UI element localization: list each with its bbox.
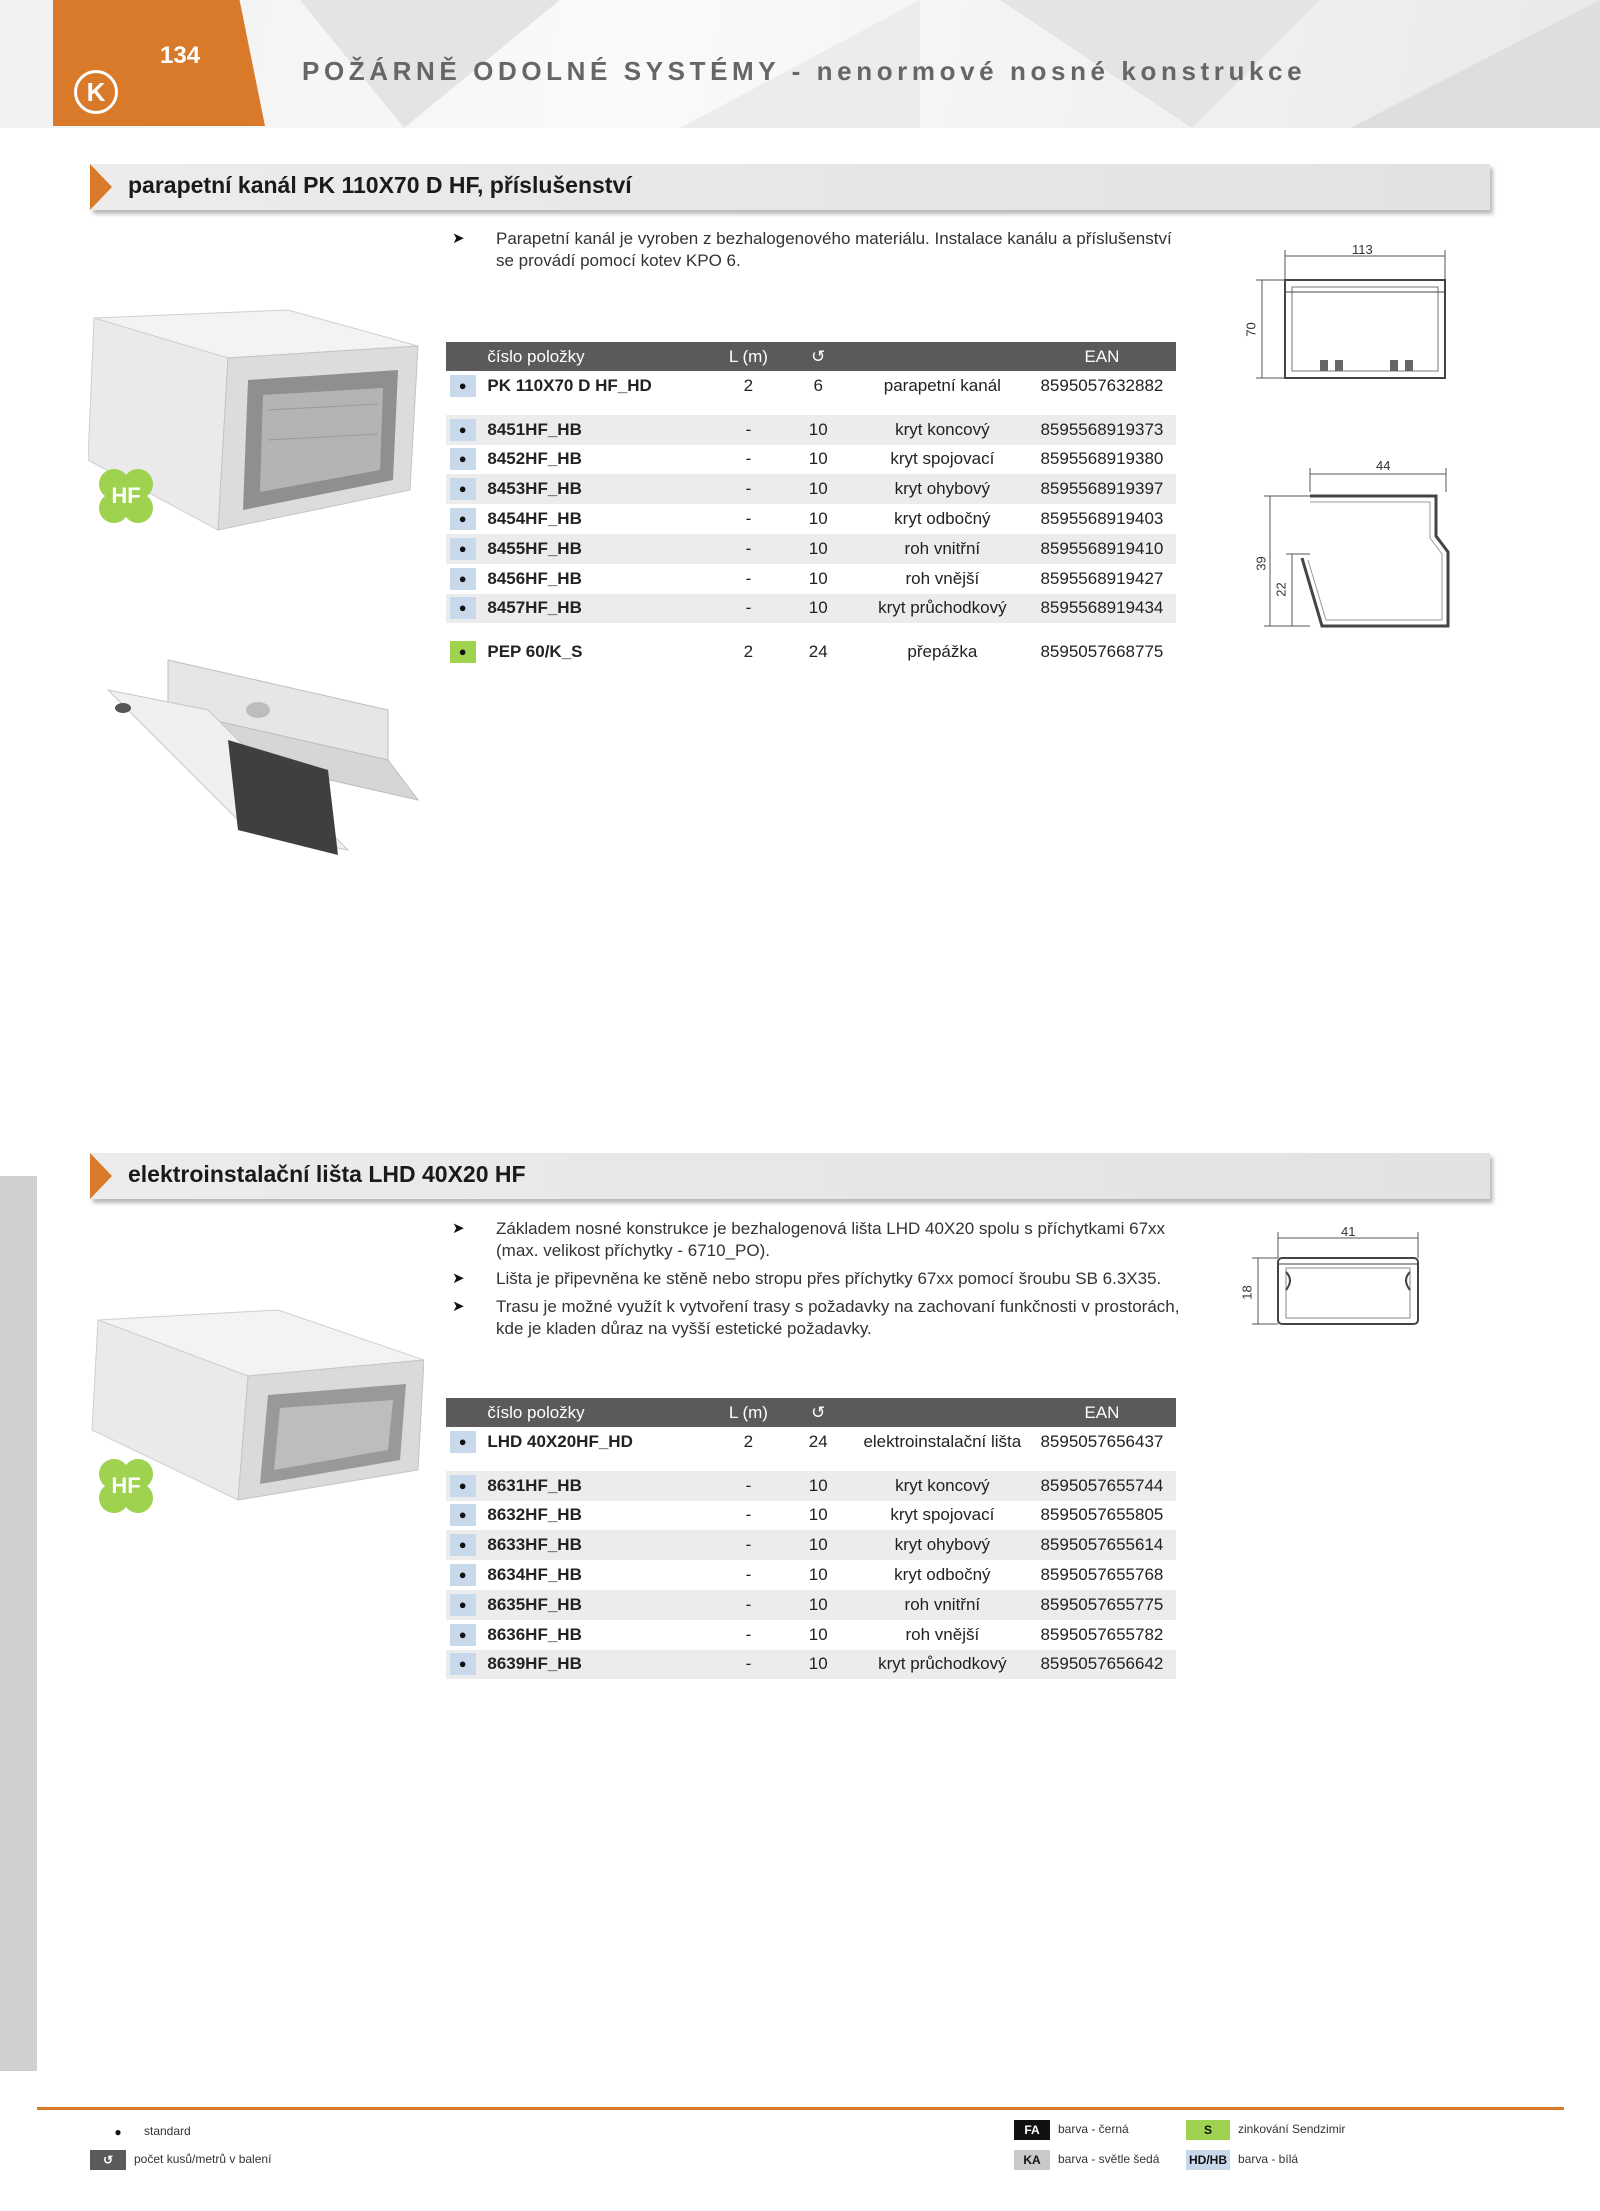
item-pack: 10 <box>780 534 857 564</box>
item-length: - <box>717 534 780 564</box>
item-description: kryt průchodkový <box>857 594 1028 624</box>
bullet-item <box>452 1296 1192 1340</box>
section-title: parapetní kanál PK 110X70 D HF, příslušenství <box>128 172 632 198</box>
bullet-text: Parapetní kanál je vyroben z bezhalogenového materiálu. Instalace kanálu a příslušenství se provádí pomocí kotev KPO 6. <box>496 229 1172 270</box>
item-pack: 10 <box>780 1471 857 1501</box>
item-ean: 8595568919434 <box>1028 594 1176 624</box>
dimension-height: 18 <box>1239 1285 1255 1300</box>
bullet-arrow-icon: ➤ <box>452 230 465 247</box>
legend-standard <box>100 2122 191 2142</box>
item-code: 8639HF_HB <box>479 1650 717 1680</box>
item-code: 8634HF_HB <box>487 1565 582 1585</box>
product-table <box>446 342 1176 667</box>
item-description: roh vnitřní <box>857 1590 1028 1620</box>
table-row <box>446 564 1176 594</box>
item-code: 8631HF_HB <box>479 1471 717 1501</box>
standard-marker: ● <box>450 1624 476 1646</box>
legend-text: standard <box>144 2124 191 2139</box>
item-length: - <box>745 449 752 469</box>
item-description: kryt koncový <box>857 1471 1028 1501</box>
bullet-text: Trasu je možné využít k vytvoření trasy s požadavky na zachovaní funkčnosti v prostorách, kde je kladen důraz na vyšší estetické požadavky. <box>496 1297 1180 1338</box>
section-bullets <box>452 228 1192 278</box>
dimension-height: 39 <box>1253 556 1269 571</box>
legend-text: barva - světle šedá <box>1058 2152 1160 2167</box>
table-row <box>446 445 1176 475</box>
column-header-length: L (m) <box>717 1398 780 1427</box>
column-header-length: L (m) <box>717 342 780 371</box>
standard-marker: ● <box>450 1504 476 1526</box>
table-header-row <box>446 342 1176 371</box>
item-ean: 8595057655744 <box>1028 1471 1176 1501</box>
header-pattern <box>1350 0 1600 128</box>
legend-hd <box>1186 2150 1298 2170</box>
item-pack: 10 <box>808 1565 828 1585</box>
page-title: POŽÁRNĚ ODOLNÉ SYSTÉMY - nenormové nosné konstrukce <box>302 56 1307 86</box>
legend-pack <box>90 2150 271 2170</box>
table-row <box>446 1530 1176 1560</box>
item-code: PEP 60/K_S <box>487 642 583 662</box>
bullet-item <box>452 228 1192 272</box>
item-pack: 10 <box>808 449 828 469</box>
standard-marker: ● <box>450 641 476 663</box>
standard-marker: ● <box>450 538 476 560</box>
rotate-icon: ↺ <box>780 1398 857 1427</box>
table-row <box>446 1650 1176 1680</box>
item-code: 8456HF_HB <box>487 568 582 588</box>
table-row <box>446 594 1176 624</box>
item-pack: 24 <box>808 642 828 662</box>
table-row <box>446 474 1176 504</box>
bullet-item <box>452 1268 1192 1290</box>
item-pack: 10 <box>780 1530 857 1560</box>
column-header-description <box>857 342 1028 371</box>
page-number: 134 <box>160 42 201 69</box>
item-pack: 24 <box>808 1431 828 1451</box>
standard-marker: ● <box>450 419 476 441</box>
dimension-width: 113 <box>1352 242 1373 257</box>
legend-text: barva - bílá <box>1238 2152 1299 2167</box>
item-description: kryt koncový <box>857 415 1028 445</box>
standard-marker: ● <box>450 597 476 619</box>
standard-marker: ● <box>450 1475 476 1497</box>
bullet-text: Základem nosné konstrukce je bezhalogenová lišta LHD 40X20 spolu s příchytkami 67xx (max. velikost příchytky - 6710_PO). <box>496 1219 1166 1260</box>
item-length: 2 <box>743 642 754 662</box>
table-row <box>446 534 1176 564</box>
item-description: roh vnější <box>905 568 980 588</box>
item-length: - <box>717 415 780 445</box>
item-ean: 8595568919373 <box>1028 415 1176 445</box>
bullet-arrow-icon: ➤ <box>452 1298 465 1315</box>
legend-code: HD/HB <box>1186 2150 1230 2170</box>
column-header-code: číslo položky <box>479 342 717 371</box>
standard-marker: ● <box>450 508 476 530</box>
table-row <box>446 1560 1176 1590</box>
item-ean: 8595568919403 <box>1040 509 1164 529</box>
item-code: 8632HF_HB <box>487 1505 582 1525</box>
bullet-arrow-icon: ➤ <box>452 1270 465 1287</box>
drawing-channel-section <box>1240 240 1460 390</box>
hf-badge-label: HF <box>111 483 141 508</box>
bullet-text: Lišta je připevněna ke stěně nebo stropu přes příchytky 67xx pomocí šroubu SB 6.3X35. <box>496 1269 1162 1288</box>
item-code: 8453HF_HB <box>479 474 717 504</box>
item-pack: 10 <box>780 1590 857 1620</box>
item-description: kryt spojovací <box>890 449 995 469</box>
legend-text: počet kusů/metrů v balení <box>134 2152 272 2167</box>
dimension-inner-height: 22 <box>1273 582 1289 597</box>
item-description: přepážka <box>907 642 978 662</box>
item-length: - <box>717 1590 780 1620</box>
item-ean: 8595568919380 <box>1040 449 1164 469</box>
item-code: 8452HF_HB <box>487 449 582 469</box>
item-length: 2 <box>743 1431 754 1451</box>
bullet-arrow-icon: ➤ <box>452 1220 465 1237</box>
table-row <box>446 1471 1176 1501</box>
table-row <box>446 1501 1176 1531</box>
item-ean: 8595057632882 <box>1040 375 1164 395</box>
standard-marker: ● <box>450 1431 476 1453</box>
item-ean: 8595057656642 <box>1028 1650 1176 1680</box>
item-pack: 10 <box>780 474 857 504</box>
item-description: kryt spojovací <box>890 1505 995 1525</box>
item-code: 8454HF_HB <box>487 509 582 529</box>
item-pack: 10 <box>780 594 857 624</box>
dimension-width: 44 <box>1376 458 1391 473</box>
item-code: 8633HF_HB <box>479 1530 717 1560</box>
item-ean: 8595568919427 <box>1040 568 1164 588</box>
item-ean: 8595568919397 <box>1028 474 1176 504</box>
table-row <box>446 504 1176 534</box>
product-table <box>446 1398 1176 1679</box>
footer-divider <box>37 2107 1564 2110</box>
column-header-ean: EAN <box>1028 342 1176 371</box>
bullet-item <box>452 1218 1192 1262</box>
legend-ka <box>1014 2150 1159 2170</box>
dimension-width: 41 <box>1341 1224 1356 1239</box>
item-pack: 10 <box>808 1624 828 1644</box>
table-row <box>446 1620 1176 1650</box>
item-code: 8455HF_HB <box>479 534 717 564</box>
legend-text: zinkování Sendzimir <box>1238 2122 1346 2137</box>
legend-text: barva - černá <box>1058 2122 1129 2137</box>
item-pack: 10 <box>808 1505 828 1525</box>
item-description: elektroinstalační lišta <box>863 1431 1022 1451</box>
section-title: elektroinstalační lišta LHD 40X20 HF <box>128 1161 526 1187</box>
dimension-height: 70 <box>1243 322 1259 337</box>
item-pack: 10 <box>780 1650 857 1680</box>
item-description: kryt ohybový <box>857 474 1028 504</box>
item-code: 8451HF_HB <box>479 415 717 445</box>
item-pack: 6 <box>813 375 823 395</box>
item-code: 8636HF_HB <box>487 1624 582 1644</box>
column-header-code: číslo položky <box>479 1398 717 1427</box>
standard-marker-icon: ● <box>114 2125 122 2139</box>
item-length: - <box>745 1565 752 1585</box>
item-ean: 8595568919410 <box>1028 534 1176 564</box>
item-code: 8457HF_HB <box>479 594 717 624</box>
item-length: - <box>717 474 780 504</box>
item-code: 8635HF_HB <box>479 1590 717 1620</box>
table-row <box>446 1427 1176 1457</box>
item-length: - <box>717 1650 780 1680</box>
item-description: kryt odbočný <box>894 509 991 529</box>
column-header-ean: EAN <box>1028 1398 1176 1427</box>
legend-code: KA <box>1014 2150 1050 2170</box>
item-length: - <box>717 1471 780 1501</box>
item-description: kryt odbočný <box>894 1565 991 1585</box>
standard-marker: ● <box>450 1594 476 1616</box>
rotate-icon: ↺ <box>780 342 857 371</box>
table-header-row <box>446 1398 1176 1427</box>
item-ean: 8595057655805 <box>1040 1505 1164 1525</box>
item-ean: 8595057655782 <box>1040 1624 1164 1644</box>
table-row <box>446 371 1176 401</box>
table-row <box>446 1590 1176 1620</box>
legend-code: FA <box>1014 2120 1050 2140</box>
hf-badge-label: HF <box>111 1473 141 1498</box>
legend-s <box>1186 2120 1345 2140</box>
standard-marker: ● <box>450 1534 476 1556</box>
item-pack: 10 <box>808 568 828 588</box>
item-description: roh vnitřní <box>857 534 1028 564</box>
item-length: - <box>745 1624 752 1644</box>
standard-marker: ● <box>450 448 476 470</box>
column-header-description <box>857 1398 1028 1427</box>
table-row <box>446 637 1176 667</box>
item-ean: 8595057655614 <box>1028 1530 1176 1560</box>
standard-marker: ● <box>450 1653 476 1675</box>
legend-fa <box>1014 2120 1129 2140</box>
drawing-cover-profile <box>1240 460 1470 640</box>
table-row <box>446 415 1176 445</box>
legend-code: S <box>1186 2120 1230 2140</box>
item-ean: 8595057656437 <box>1040 1431 1164 1451</box>
item-description: parapetní kanál <box>883 375 1001 395</box>
item-length: - <box>745 568 752 588</box>
item-description: roh vnější <box>905 1624 980 1644</box>
item-length: 2 <box>743 375 754 395</box>
item-length: - <box>745 509 752 529</box>
standard-marker: ● <box>450 568 476 590</box>
drawing-trunking-section <box>1236 1222 1436 1332</box>
item-code: LHD 40X20HF_HD <box>487 1431 633 1451</box>
item-ean: 8595057668775 <box>1040 642 1164 662</box>
rotate-icon: ↺ <box>90 2150 126 2170</box>
item-code: PK 110X70 D HF_HD <box>487 375 652 395</box>
side-strip <box>0 1176 37 2071</box>
item-description: kryt ohybový <box>857 1530 1028 1560</box>
item-ean: 8595057655775 <box>1028 1590 1176 1620</box>
item-length: - <box>717 1530 780 1560</box>
standard-marker: ● <box>450 478 476 500</box>
item-pack: 10 <box>780 415 857 445</box>
standard-marker: ● <box>450 375 476 397</box>
product-image-partition <box>88 650 424 872</box>
item-ean: 8595057655768 <box>1040 1565 1164 1585</box>
brand-logo: K <box>74 70 118 114</box>
standard-marker: ● <box>450 1564 476 1586</box>
item-pack: 10 <box>808 509 828 529</box>
item-length: - <box>745 1505 752 1525</box>
item-description: kryt průchodkový <box>857 1650 1028 1680</box>
item-length: - <box>717 594 780 624</box>
section-bullets <box>452 1218 1192 1346</box>
